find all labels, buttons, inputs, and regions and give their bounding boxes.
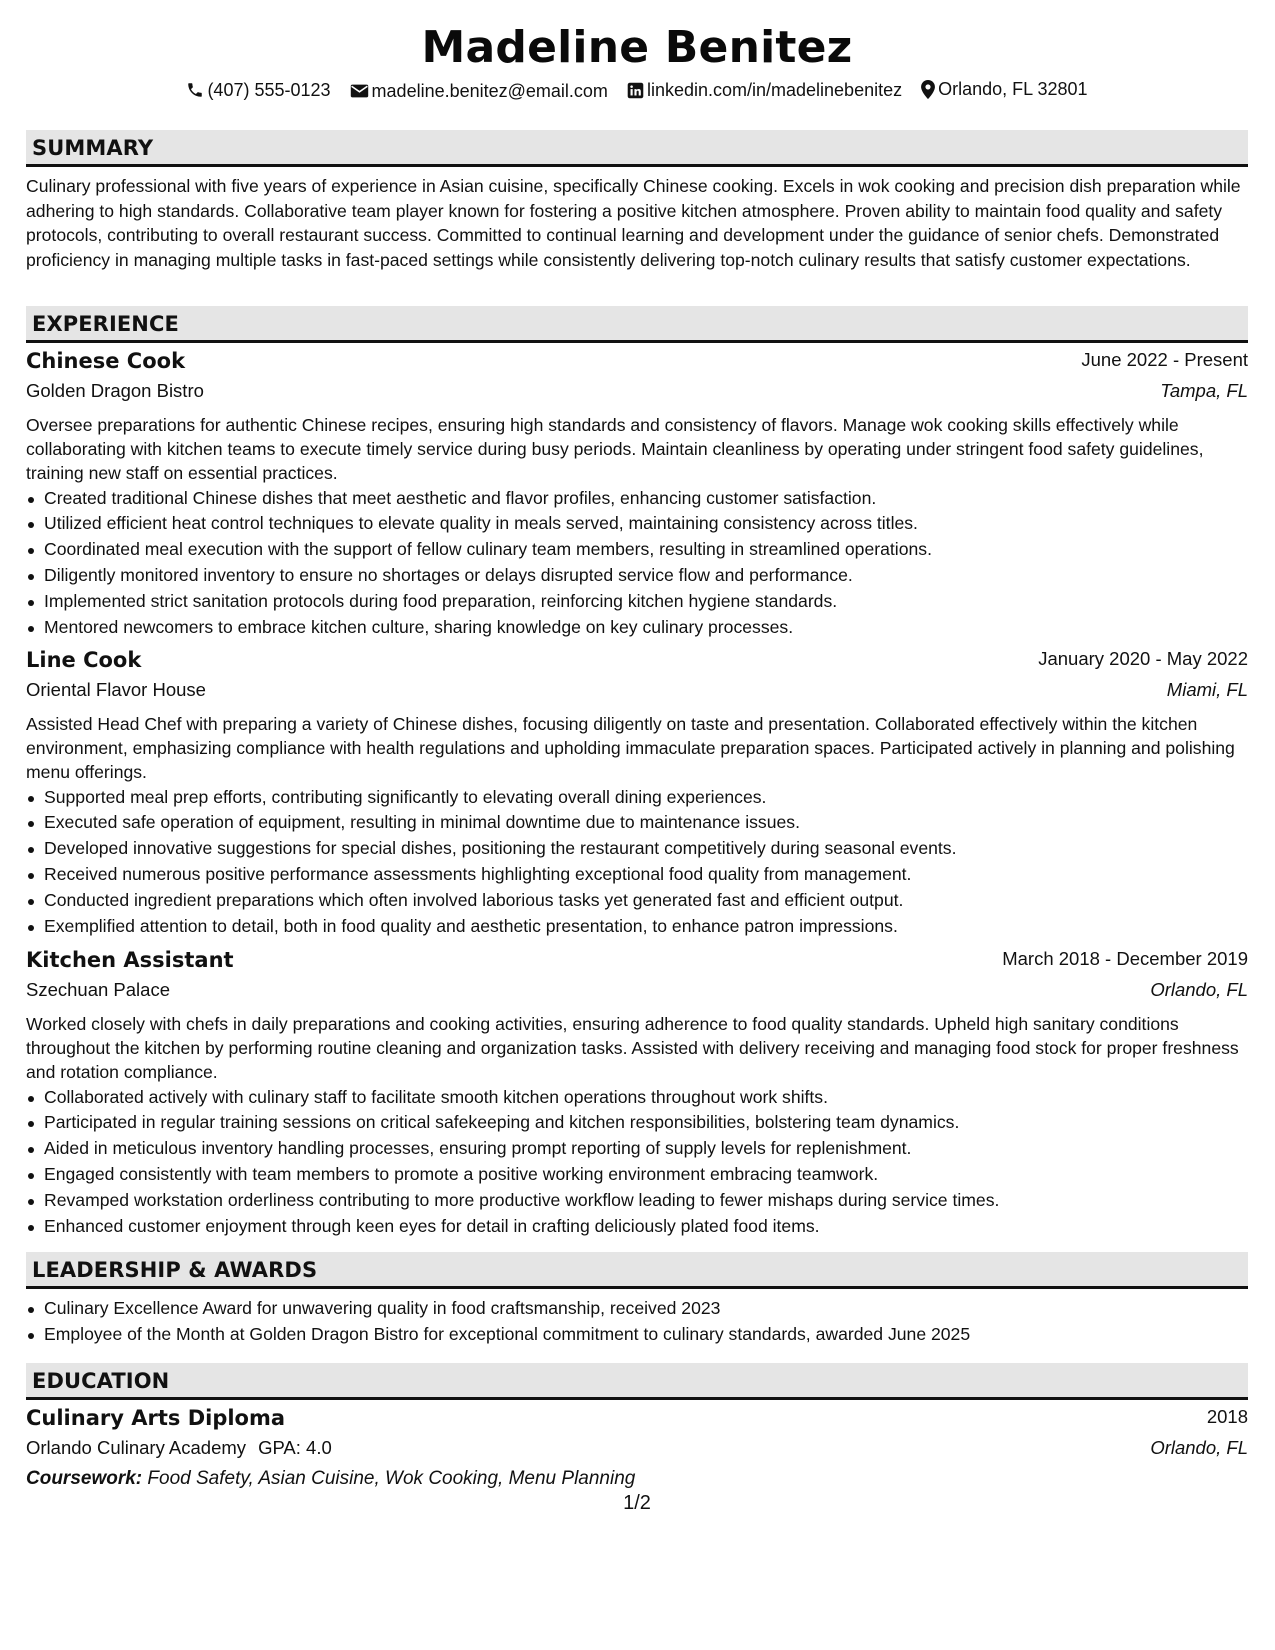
contact-location [921, 79, 1087, 100]
job-bullets [26, 785, 1248, 940]
page-number: 1/2 [623, 1492, 651, 1514]
candidate-name: Madeline Benitez [421, 22, 853, 73]
section-header-education [26, 1363, 1248, 1400]
education-entry [26, 1406, 1248, 1490]
list-item: Exemplified attention to detail, both in food quality and aesthetic presentation, to enhance patron impressions. [26, 914, 1248, 940]
awards-list [26, 1296, 1248, 1348]
education-header-row [26, 1406, 1248, 1437]
degree-title: Culinary Arts Diploma [26, 1406, 286, 1430]
job-bullets [26, 1085, 1248, 1240]
job-description: Assisted Head Chef with preparing a variety of Chinese dishes, focusing diligently on taste and presentation. Collaborated effectively within the kitchen environment, emphasizing compliance with health regulations and upholding immaculate preparation spaces. Participated actively in planning and polishing menu offerings. [26, 714, 1235, 783]
list-item: Conducted ingredient preparations which often involved laborious tasks yet generated fast and efficient output. [26, 888, 1248, 914]
coursework [26, 1468, 1248, 1490]
job-company-row [26, 380, 1248, 411]
list-item: Collaborated actively with culinary staff to facilitate smooth kitchen operations throughout work shifts. [26, 1085, 1248, 1111]
list-item: Participated in regular training sessions on critical safekeeping and kitchen responsibilities, bolstering team dynamics. [26, 1110, 1248, 1136]
list-item: Aided in meticulous inventory handling processes, ensuring prompt reporting of supply levels for replenishment. [26, 1136, 1248, 1162]
list-item: Engaged consistently with team members to promote a positive working environment embracing teamwork. [26, 1162, 1248, 1188]
job-dates: March 2018 - December 2019 [1002, 948, 1248, 969]
contact-phone [186, 80, 330, 101]
job-bullets [26, 486, 1248, 641]
job-entry [26, 948, 1248, 1239]
linkedin-text: linkedin.com/in/madelinebenitez [646, 80, 903, 100]
job-company: Szechuan Palace [26, 979, 170, 1000]
job-title: Chinese Cook [26, 349, 186, 373]
list-item: Enhanced customer enjoyment through keen eyes for detail in crafting deliciously plated food items. [26, 1214, 1248, 1240]
contact-bar [26, 79, 1248, 104]
job-company-row [26, 979, 1248, 1010]
school-line [26, 1437, 332, 1459]
section-title: EXPERIENCE [32, 312, 179, 336]
summary-text: Culinary professional with five years of experience in Asian cuisine, specifically Chinese cooking. Excels in wok cooking and precision dish preparation while adhering to high standards. Collaborative team player known for fostering a positive kitchen atmosphere. Proven ability to maintain food quality and safety protocols, contributing to overall restaurant success. Committed to continual learning and development under the guidance of senior chefs. Demonstrated proficiency in managing multiple tasks in fast-paced settings while consistently delivering top-notch culinary results that satisfy customer expectations. [26, 176, 1241, 270]
list-item: Created traditional Chinese dishes that meet aesthetic and flavor profiles, enhancing customer satisfaction. [26, 486, 1248, 512]
job-title: Kitchen Assistant [26, 948, 234, 972]
job-entry [26, 349, 1248, 640]
job-title: Line Cook [26, 648, 142, 672]
list-item: Developed innovative suggestions for special dishes, positioning the restaurant competitively during seasonal events. [26, 836, 1248, 862]
location-text: Orlando, FL 32801 [938, 79, 1088, 99]
list-item: Culinary Excellence Award for unwavering quality in food craftsmanship, received 2023 [26, 1296, 1248, 1322]
list-item: Supported meal prep efforts, contributing significantly to elevating overall dining experiences. [26, 785, 1248, 811]
envelope-icon [350, 83, 369, 99]
list-item: Utilized efficient heat control techniques to elevate quality in meals served, maintaining consistency across titles. [26, 511, 1248, 537]
job-company: Golden Dragon Bistro [26, 380, 204, 401]
school-name: Orlando Culinary Academy [26, 1437, 247, 1458]
section-title: SUMMARY [32, 136, 154, 160]
contact-email[interactable] [350, 81, 608, 102]
coursework-label: Coursework: [26, 1468, 143, 1489]
list-item: Diligently monitored inventory to ensure no shortages or delays disrupted service flow and performance. [26, 563, 1248, 589]
job-entry [26, 648, 1248, 939]
list-item: Received numerous positive performance assessments highlighting exceptional food quality from management. [26, 862, 1248, 888]
job-location: Miami, FL [1166, 679, 1248, 700]
list-item: Implemented strict sanitation protocols during food preparation, reinforcing kitchen hygiene standards. [26, 589, 1248, 615]
section-header-experience [26, 306, 1248, 343]
job-location: Orlando, FL [1150, 979, 1248, 1000]
job-header-row [26, 948, 1248, 979]
coursework-list: Food Safety, Asian Cuisine, Wok Cooking, Menu Planning [147, 1468, 636, 1489]
school-location: Orlando, FL [1150, 1437, 1248, 1458]
job-company: Oriental Flavor House [26, 679, 206, 700]
phone-icon [186, 81, 204, 99]
list-item: Mentored newcomers to embrace kitchen culture, sharing knowledge on key culinary processes. [26, 615, 1248, 641]
map-pin-icon [921, 80, 935, 99]
section-header-summary [26, 130, 1248, 167]
education-school-row [26, 1437, 1248, 1468]
list-item: Coordinated meal execution with the support of fellow culinary team members, resulting in streamlined operations. [26, 537, 1248, 563]
list-item: Revamped workstation orderliness contributing to more productive workflow leading to fewer mishaps during service times. [26, 1188, 1248, 1214]
job-location: Tampa, FL [1160, 380, 1248, 401]
job-description: Worked closely with chefs in daily preparations and cooking activities, ensuring adherence to food quality standards. Upheld high sanitary conditions throughout the kitchen by performing routine cleaning and organization tasks. Assisted with delivery receiving and managing food stock for proper freshness and rotation compliance. [26, 1014, 1239, 1083]
list-item: Employee of the Month at Golden Dragon Bistro for exceptional commitment to culinary standards, awarded June 2025 [26, 1322, 1248, 1348]
graduation-year: 2018 [1206, 1406, 1248, 1427]
linkedin-icon [627, 82, 644, 99]
section-title: LEADERSHIP & AWARDS [32, 1258, 318, 1282]
section-title: EDUCATION [32, 1369, 170, 1393]
contact-linkedin[interactable] [627, 80, 902, 101]
phone-text: (407) 555-0123 [207, 79, 331, 100]
job-header-row [26, 648, 1248, 679]
job-dates: June 2022 - Present [1081, 349, 1248, 370]
section-header-leadership [26, 1252, 1248, 1289]
list-item: Executed safe operation of equipment, resulting in minimal downtime due to maintenance issues. [26, 810, 1248, 836]
job-company-row [26, 679, 1248, 710]
job-dates: January 2020 - May 2022 [1038, 648, 1248, 669]
email-text: madeline.benitez@email.com [371, 80, 608, 101]
job-description: Oversee preparations for authentic Chinese recipes, ensuring high standards and consistency of flavors. Manage wok cooking skills effectively while collaborating with kitchen teams to execute timely service during busy periods. Maintain cleanliness by operating under stringent food safety guidelines, training new staff on essential practices. [26, 415, 1204, 484]
gpa: GPA: 4.0 [258, 1437, 332, 1458]
job-header-row [26, 349, 1248, 380]
